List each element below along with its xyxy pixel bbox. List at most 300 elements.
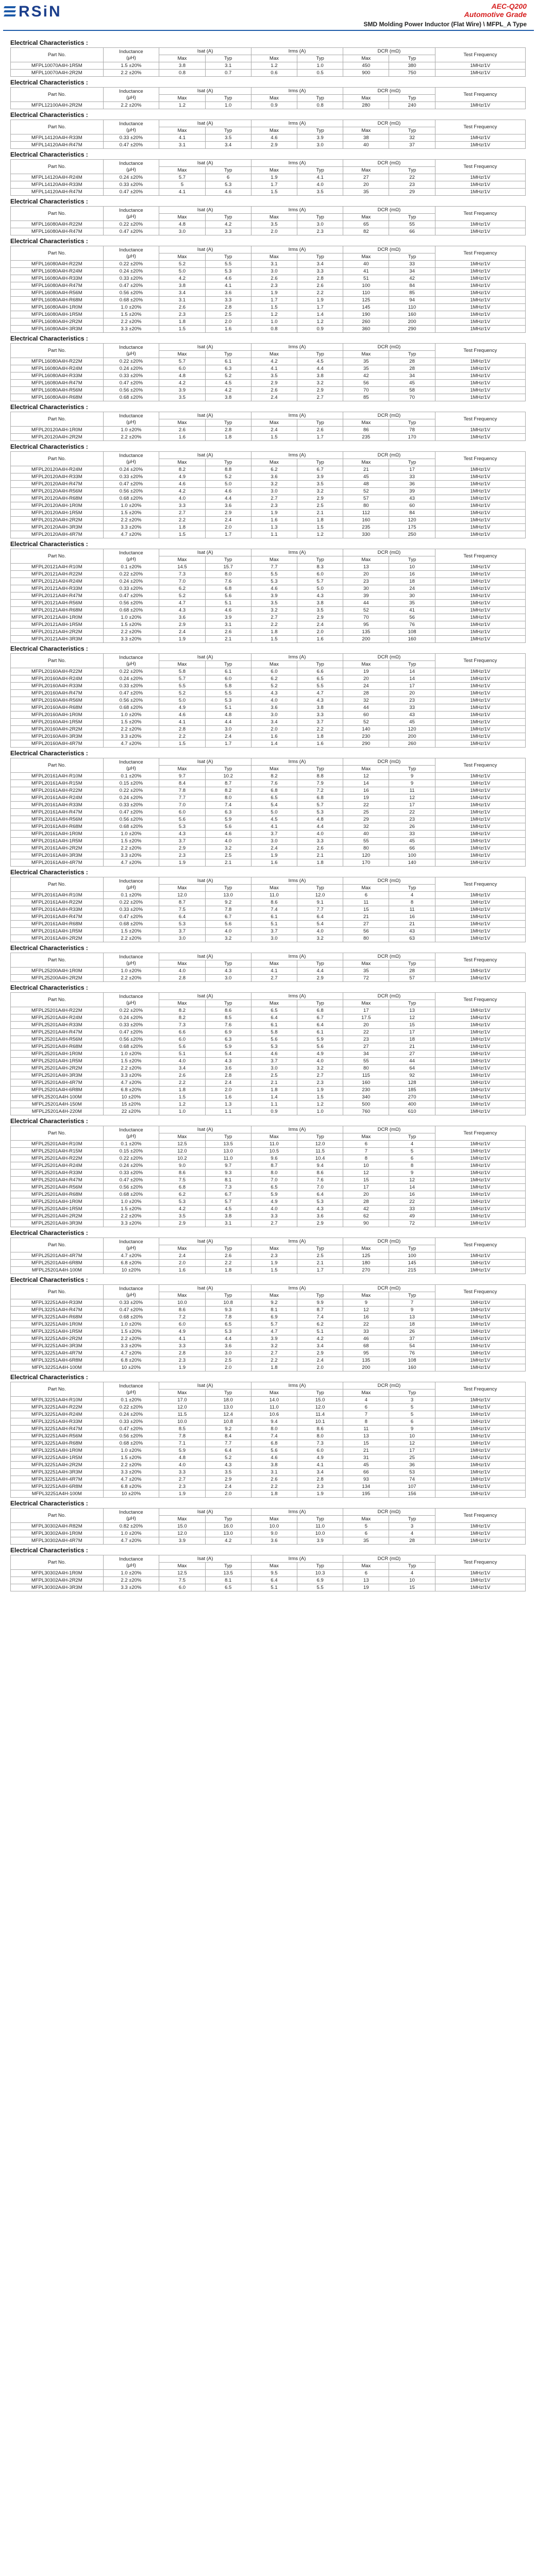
test-frequency-cell: 1MHz/1V: [435, 1065, 525, 1072]
table-row: [11, 304, 526, 311]
header-inductance: [103, 1509, 159, 1523]
inductance-cell: 0.1 ±20%: [103, 564, 159, 571]
irms-typ-cell: 2.9: [297, 1350, 343, 1357]
table-row: [11, 1364, 526, 1371]
part-number-cell: MFPL20120A4H-4R7M: [11, 531, 104, 538]
inductance-cell: 0.22 ±20%: [103, 668, 159, 675]
irms-typ-cell: 3.0: [297, 142, 343, 149]
header-inductance-unit: (μH): [126, 960, 136, 966]
part-number-cell: MFPL32251A4H-R68M: [11, 1440, 104, 1447]
table-row: [11, 1397, 526, 1404]
dcr-typ-cell: 43: [389, 495, 435, 502]
irms-max-cell: 1.9: [251, 290, 297, 297]
isat-max-cell: 4.8: [159, 372, 205, 380]
test-frequency-cell: 1MHz/1V: [435, 510, 525, 517]
isat-typ-cell: 2.4: [205, 1483, 251, 1490]
isat-typ-cell: 10.2: [205, 773, 251, 780]
table-row: [11, 852, 526, 859]
irms-max-cell: 3.0: [251, 1065, 297, 1072]
part-number-cell: MFPL20160A4H-R22M: [11, 668, 104, 675]
irms-typ-cell: 4.1: [297, 1462, 343, 1469]
irms-typ-cell: 11.5: [297, 1148, 343, 1155]
header-irms: Irms (A): [251, 1555, 343, 1563]
dcr-typ-cell: 250: [389, 531, 435, 538]
header-dcr: DCR (mΩ): [343, 48, 435, 55]
table-row: [11, 1162, 526, 1170]
dcr-max-cell: 80: [343, 1065, 389, 1072]
dcr-max-cell: 340: [343, 1094, 389, 1101]
test-frequency-cell: 1MHz/1V: [435, 142, 525, 149]
inductance-cell: 1.5 ±20%: [103, 1454, 159, 1462]
inductance-cell: 0.24 ±20%: [103, 174, 159, 181]
irms-typ-cell: 8.3: [297, 564, 343, 571]
test-frequency-cell: 1MHz/1V: [435, 1170, 525, 1177]
dcr-typ-cell: 13: [389, 1314, 435, 1321]
test-frequency-cell: 1MHz/1V: [435, 261, 525, 268]
dcr-max-cell: 21: [343, 466, 389, 473]
header-typ: Typ: [205, 661, 251, 668]
inductance-cell: 0.47 ±20%: [103, 142, 159, 149]
part-number-cell: MFPL20120A4H-R24M: [11, 466, 104, 473]
table-row: [11, 802, 526, 809]
header-inductance-unit: (μH): [126, 1292, 136, 1298]
part-number-cell: MFPL20160A4H-4R7M: [11, 740, 104, 748]
inductance-cell: 0.68 ±20%: [103, 1191, 159, 1198]
section-title: Electrical Characteristics :: [10, 151, 88, 158]
part-number-cell: MFPL20161A4H-R24M: [11, 794, 104, 802]
dcr-typ-cell: 22: [389, 174, 435, 181]
isat-typ-cell: 8.8: [205, 466, 251, 473]
isat-max-cell: 10.2: [159, 1155, 205, 1162]
header-typ: Typ: [205, 1563, 251, 1570]
dcr-typ-cell: 45: [389, 838, 435, 845]
irms-typ-cell: 6.7: [297, 1014, 343, 1022]
inductance-cell: 0.47 ±20%: [103, 380, 159, 387]
part-number-cell: MFPL16080A4H-1R5M: [11, 311, 104, 318]
inductance-cell: 0.33 ±20%: [103, 585, 159, 592]
header-irms: Irms (A): [251, 452, 343, 459]
isat-max-cell: 6.8: [159, 1184, 205, 1191]
header-isat: Isat (A): [159, 993, 251, 1000]
irms-typ-cell: 4.3: [297, 592, 343, 600]
test-frequency-cell: 1MHz/1V: [435, 1321, 525, 1328]
header-test-frequency: Test Frequency: [435, 1509, 525, 1523]
header-max: Max: [251, 885, 297, 892]
irms-typ-cell: 6.4: [297, 1022, 343, 1029]
isat-max-cell: 5.6: [159, 816, 205, 823]
irms-max-cell: 2.4: [251, 845, 297, 852]
test-frequency-cell: 1MHz/1V: [435, 794, 525, 802]
test-frequency-cell: 1MHz/1V: [435, 1036, 525, 1043]
header-typ: Typ: [205, 1516, 251, 1523]
isat-typ-cell: 8.2: [205, 787, 251, 794]
dcr-max-cell: 66: [343, 1469, 389, 1476]
dcr-max-cell: 22: [343, 1029, 389, 1036]
header-typ: Typ: [389, 1563, 435, 1570]
irms-typ-cell: 3.3: [297, 711, 343, 719]
header-typ: Typ: [389, 661, 435, 668]
inductance-cell: 1.0 ±20%: [103, 1570, 159, 1577]
header-inductance-unit: (μH): [126, 94, 136, 100]
spec-section: [10, 983, 526, 1115]
dcr-typ-cell: 185: [389, 1087, 435, 1094]
isat-max-cell: 7.0: [159, 578, 205, 585]
dcr-typ-cell: 4: [389, 1530, 435, 1537]
isat-max-cell: 1.6: [159, 434, 205, 441]
dcr-typ-cell: 5: [389, 1411, 435, 1418]
inductance-cell: 10 ±20%: [103, 1364, 159, 1371]
part-number-cell: MFPL32251A4H-2R2M: [11, 1462, 104, 1469]
part-number-cell: MFPL16080A4H-2R2M: [11, 318, 104, 326]
dcr-typ-cell: 78: [389, 427, 435, 434]
part-number-cell: MFPL25201A4H-1R5M: [11, 1058, 104, 1065]
table-row: [11, 394, 526, 401]
dcr-typ-cell: 10: [389, 1433, 435, 1440]
isat-max-cell: 3.0: [159, 935, 205, 942]
spec-table: [10, 87, 526, 109]
header-part-no: Part No.: [11, 246, 104, 261]
test-frequency-cell: 1MHz/1V: [435, 1476, 525, 1483]
inductance-cell: 0.22 ±20%: [103, 787, 159, 794]
inductance-cell: 22 ±20%: [103, 1108, 159, 1115]
spec-section: [10, 38, 526, 77]
dcr-max-cell: 27: [343, 1043, 389, 1050]
table-row: [11, 495, 526, 502]
inductance-cell: 1.5 ±20%: [103, 719, 159, 726]
isat-max-cell: 10.0: [159, 1299, 205, 1307]
dcr-max-cell: 20: [343, 675, 389, 683]
table-row: [11, 571, 526, 578]
table-row: [11, 427, 526, 434]
isat-max-cell: 5.3: [159, 823, 205, 831]
part-number-cell: MFPL20161A4H-1R5M: [11, 838, 104, 845]
isat-typ-cell: 3.3: [205, 228, 251, 235]
part-number-cell: MFPL20161A4H-R15M: [11, 780, 104, 787]
dcr-max-cell: 40: [343, 831, 389, 838]
irms-typ-cell: 2.8: [297, 1476, 343, 1483]
isat-max-cell: 12.0: [159, 892, 205, 899]
table-row: [11, 823, 526, 831]
inductance-cell: 4.7 ±20%: [103, 1476, 159, 1483]
isat-typ-cell: 1.6: [205, 1094, 251, 1101]
part-number-cell: MFPL25201A4H-100M: [11, 1267, 104, 1274]
header-max: Max: [343, 419, 389, 427]
dcr-typ-cell: 100: [389, 1252, 435, 1260]
irms-typ-cell: 5.5: [297, 683, 343, 690]
table-row: [11, 564, 526, 571]
test-frequency-cell: 1MHz/1V: [435, 1213, 525, 1220]
isat-typ-cell: 6.7: [205, 913, 251, 921]
part-number-cell: MFPL16080A4H-R68M: [11, 297, 104, 304]
part-number-cell: MFPL20161A4H-R47M: [11, 913, 104, 921]
table-row: [11, 1454, 526, 1462]
part-number-cell: MFPL25201A4H-R56M: [11, 1184, 104, 1191]
inductance-cell: 3.3 ±20%: [103, 1469, 159, 1476]
isat-max-cell: 2.9: [159, 1220, 205, 1227]
header-dcr: DCR (mΩ): [343, 120, 435, 127]
inductance-cell: 0.33 ±20%: [103, 473, 159, 481]
test-frequency-cell: 1MHz/1V: [435, 502, 525, 510]
inductance-cell: 4.7 ±20%: [103, 1537, 159, 1545]
irms-typ-cell: 10.4: [297, 1155, 343, 1162]
spec-section: [10, 334, 526, 401]
dcr-max-cell: 5: [343, 1523, 389, 1530]
header-max: Max: [251, 766, 297, 773]
part-number-cell: MFPL16080A4H-R56M: [11, 387, 104, 394]
irms-typ-cell: 4.3: [297, 697, 343, 704]
dcr-typ-cell: 14: [389, 668, 435, 675]
irms-typ-cell: 9.4: [297, 1162, 343, 1170]
irms-max-cell: 3.2: [251, 481, 297, 488]
test-frequency-cell: 1MHz/1V: [435, 1058, 525, 1065]
header-irms: Irms (A): [251, 1382, 343, 1389]
inductance-cell: 0.47 ±20%: [103, 592, 159, 600]
table-row: [11, 1483, 526, 1490]
isat-typ-cell: 1.7: [205, 531, 251, 538]
part-number-cell: MFPL14120A4H-R47M: [11, 189, 104, 196]
inductance-cell: 2.2 ±20%: [103, 935, 159, 942]
irms-typ-cell: 1.0: [297, 62, 343, 70]
isat-typ-cell: 3.6: [205, 290, 251, 297]
isat-typ-cell: 3.6: [205, 1065, 251, 1072]
irms-max-cell: 1.3: [251, 524, 297, 531]
header-typ: Typ: [389, 1133, 435, 1141]
table-row: [11, 690, 526, 697]
dcr-max-cell: 30: [343, 585, 389, 592]
irms-max-cell: 1.5: [251, 304, 297, 311]
test-frequency-cell: 1MHz/1V: [435, 629, 525, 636]
header-isat: Isat (A): [159, 246, 251, 253]
table-row: [11, 711, 526, 719]
isat-max-cell: 4.1: [159, 189, 205, 196]
dcr-typ-cell: 33: [389, 704, 435, 711]
table-row: [11, 326, 526, 333]
dcr-typ-cell: 49: [389, 1213, 435, 1220]
test-frequency-cell: 1MHz/1V: [435, 466, 525, 473]
irms-typ-cell: 11.0: [297, 1523, 343, 1530]
table-row: [11, 1357, 526, 1364]
inductance-cell: 1.5 ±20%: [103, 1058, 159, 1065]
header-max: Max: [159, 1000, 205, 1007]
header-inductance-label: Inductance: [119, 1239, 143, 1245]
isat-typ-cell: 4.5: [205, 380, 251, 387]
table-row: [11, 1418, 526, 1426]
inductance-cell: 1.0 ±20%: [103, 1447, 159, 1454]
inductance-cell: 2.2 ±20%: [103, 318, 159, 326]
isat-max-cell: 2.6: [159, 1072, 205, 1079]
dcr-typ-cell: 26: [389, 1328, 435, 1335]
table-row: [11, 780, 526, 787]
dcr-typ-cell: 84: [389, 282, 435, 290]
inductance-cell: 4.7 ±20%: [103, 740, 159, 748]
isat-max-cell: 10.0: [159, 1418, 205, 1426]
isat-typ-cell: 3.6: [205, 1343, 251, 1350]
header-max: Max: [251, 1245, 297, 1252]
header-max: Max: [343, 459, 389, 466]
irms-typ-cell: 2.3: [297, 228, 343, 235]
table-row: [11, 531, 526, 538]
inductance-cell: 1.5 ±20%: [103, 838, 159, 845]
irms-typ-cell: 6.4: [297, 913, 343, 921]
spec-section: [10, 1116, 526, 1227]
isat-max-cell: 7.2: [159, 1314, 205, 1321]
part-number-cell: MFPL32251A4H-R24M: [11, 1411, 104, 1418]
dcr-max-cell: 40: [343, 261, 389, 268]
irms-typ-cell: 3.2: [297, 935, 343, 942]
isat-typ-cell: 2.4: [205, 733, 251, 740]
dcr-max-cell: 42: [343, 1206, 389, 1213]
isat-max-cell: 3.5: [159, 1213, 205, 1220]
table-row: [11, 1426, 526, 1433]
inductance-cell: 0.1 ±20%: [103, 773, 159, 780]
irms-max-cell: 3.9: [251, 592, 297, 600]
test-frequency-cell: 1MHz/1V: [435, 1043, 525, 1050]
isat-typ-cell: 5.2: [205, 473, 251, 481]
dcr-max-cell: 70: [343, 387, 389, 394]
test-frequency-cell: 1MHz/1V: [435, 780, 525, 787]
header-test-frequency: Test Frequency: [435, 88, 525, 102]
dcr-max-cell: 38: [343, 134, 389, 142]
header-part-no: Part No.: [11, 412, 104, 427]
irms-max-cell: 5.3: [251, 578, 297, 585]
irms-typ-cell: 7.6: [297, 1177, 343, 1184]
dcr-typ-cell: 28: [389, 365, 435, 372]
isat-typ-cell: 8.1: [205, 1177, 251, 1184]
irms-max-cell: 4.1: [251, 968, 297, 975]
inductance-cell: 0.47 ±20%: [103, 690, 159, 697]
isat-typ-cell: 3.1: [205, 621, 251, 629]
dcr-typ-cell: 18: [389, 578, 435, 585]
table-row: [11, 181, 526, 189]
table-row: [11, 1267, 526, 1274]
isat-typ-cell: 5.3: [205, 268, 251, 275]
test-frequency-cell: 1MHz/1V: [435, 1191, 525, 1198]
isat-typ-cell: 10.8: [205, 1418, 251, 1426]
irms-max-cell: 2.7: [251, 975, 297, 982]
dcr-typ-cell: 9: [389, 1170, 435, 1177]
table-row: [11, 975, 526, 982]
table-row: [11, 892, 526, 899]
dcr-max-cell: 8: [343, 1155, 389, 1162]
part-number-cell: MFPL12100A4H-2R2M: [11, 102, 104, 109]
dcr-max-cell: 140: [343, 726, 389, 733]
table-row: [11, 773, 526, 780]
dcr-max-cell: 72: [343, 975, 389, 982]
irms-typ-cell: 5.5: [297, 1584, 343, 1591]
header-irms: Irms (A): [251, 877, 343, 885]
dcr-max-cell: 19: [343, 668, 389, 675]
spec-table: [10, 1382, 526, 1498]
isat-typ-cell: 7.8: [205, 1314, 251, 1321]
header-max: Max: [251, 1563, 297, 1570]
inductance-cell: 0.22 ±20%: [103, 358, 159, 365]
isat-max-cell: 6.4: [159, 913, 205, 921]
isat-typ-cell: 9.7: [205, 1162, 251, 1170]
part-number-cell: MFPL32251A4H-1R5M: [11, 1454, 104, 1462]
dcr-max-cell: 23: [343, 1036, 389, 1043]
isat-max-cell: 1.8: [159, 524, 205, 531]
test-frequency-cell: 1MHz/1V: [435, 326, 525, 333]
header-inductance: [103, 412, 159, 427]
header-part-no: Part No.: [11, 758, 104, 773]
irms-typ-cell: 3.5: [297, 607, 343, 614]
spec-table: [10, 953, 526, 982]
irms-max-cell: 4.1: [251, 823, 297, 831]
dcr-max-cell: 41: [343, 268, 389, 275]
part-number-cell: MFPL20161A4H-R33M: [11, 906, 104, 913]
isat-max-cell: 5.6: [159, 1043, 205, 1050]
spec-section: [10, 868, 526, 942]
irms-typ-cell: 7.3: [297, 1440, 343, 1447]
irms-typ-cell: 2.5: [297, 502, 343, 510]
isat-max-cell: 8.6: [159, 1170, 205, 1177]
table-row: [11, 1252, 526, 1260]
irms-typ-cell: 8.7: [297, 1307, 343, 1314]
irms-typ-cell: 3.5: [297, 189, 343, 196]
isat-max-cell: 4.1: [159, 719, 205, 726]
part-number-cell: MFPL20120A4H-R47M: [11, 481, 104, 488]
irms-max-cell: 2.3: [251, 1252, 297, 1260]
isat-typ-cell: 2.6: [205, 1252, 251, 1260]
irms-typ-cell: 4.5: [297, 358, 343, 365]
test-frequency-cell: 1MHz/1V: [435, 1022, 525, 1029]
dcr-max-cell: 120: [343, 852, 389, 859]
part-number-cell: MFPL32251A4H-2R2M: [11, 1335, 104, 1343]
spec-table: [10, 549, 526, 643]
table-row: [11, 1343, 526, 1350]
dcr-max-cell: 70: [343, 614, 389, 621]
isat-typ-cell: 6: [205, 174, 251, 181]
header-typ: Typ: [205, 253, 251, 261]
isat-max-cell: 3.9: [159, 387, 205, 394]
table-row: [11, 1350, 526, 1357]
section-title: Electrical Characteristics :: [10, 335, 88, 342]
header-inductance: [103, 1382, 159, 1397]
table-row: [11, 831, 526, 838]
isat-typ-cell: 4.6: [205, 275, 251, 282]
dcr-max-cell: 20: [343, 571, 389, 578]
test-frequency-cell: 1MHz/1V: [435, 387, 525, 394]
part-number-cell: MFPL16080A4H-R68M: [11, 394, 104, 401]
part-number-cell: MFPL25201A4H-3R3M: [11, 1220, 104, 1227]
isat-max-cell: 5.3: [159, 1198, 205, 1206]
test-frequency-cell: 1MHz/1V: [435, 975, 525, 982]
header-irms: Irms (A): [251, 48, 343, 55]
irms-typ-cell: 2.4: [297, 621, 343, 629]
irms-max-cell: 4.6: [251, 134, 297, 142]
isat-typ-cell: 13.0: [205, 1148, 251, 1155]
test-frequency-cell: 1MHz/1V: [435, 935, 525, 942]
dcr-typ-cell: 55: [389, 221, 435, 228]
isat-max-cell: 2.3: [159, 1483, 205, 1490]
isat-max-cell: 6.0: [159, 1321, 205, 1328]
isat-max-cell: 2.9: [159, 845, 205, 852]
table-row: [11, 935, 526, 942]
header-typ: Typ: [205, 214, 251, 221]
test-frequency-cell: 1MHz/1V: [435, 607, 525, 614]
table-row: [11, 928, 526, 935]
dcr-typ-cell: 16: [389, 571, 435, 578]
irms-max-cell: 1.1: [251, 531, 297, 538]
header-max: Max: [343, 766, 389, 773]
irms-max-cell: 4.0: [251, 697, 297, 704]
dcr-typ-cell: 108: [389, 629, 435, 636]
inductance-cell: 2.2 ±20%: [103, 975, 159, 982]
irms-max-cell: 10.0: [251, 1523, 297, 1530]
header-isat: Isat (A): [159, 452, 251, 459]
header-irms: Irms (A): [251, 1238, 343, 1245]
spec-table: [10, 877, 526, 942]
